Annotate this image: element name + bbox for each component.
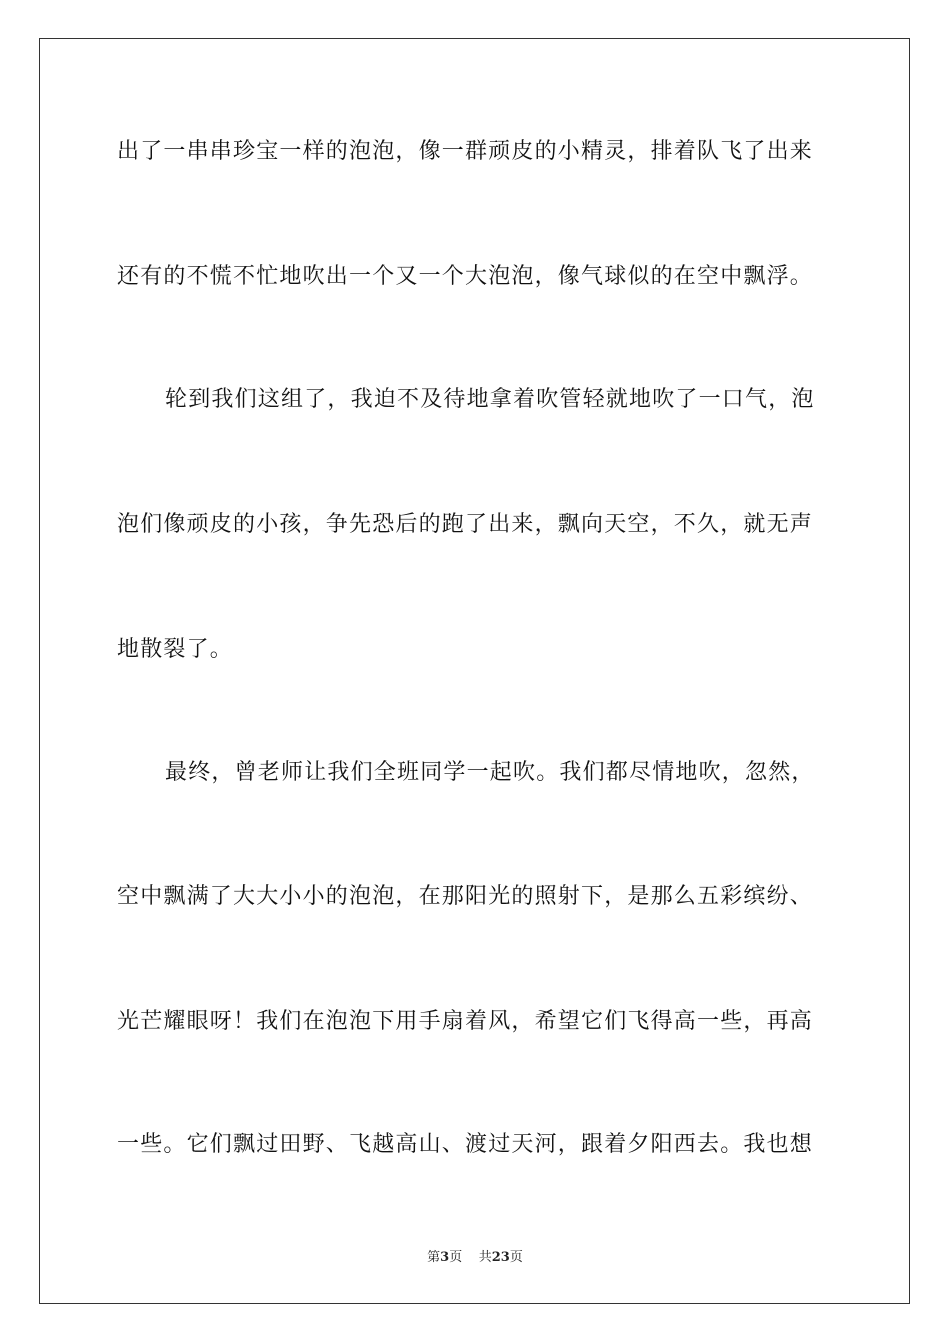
text-line-5: 地散裂了。 (117, 637, 234, 662)
total-page-count: 23 (491, 1250, 510, 1265)
text-line-9: 一些。它们飘过田野、飞越高山、渡过天河，跟着夕阳西去。我也想 (117, 1132, 814, 1157)
text-line-4: 泡们像顽皮的小孩，争先恐后的跑了出来，飘向天空，不久，就无声 (117, 512, 814, 537)
page-suffix: 页 (449, 1250, 463, 1265)
text-line-3: 轮到我们这组了，我迫不及待地拿着吹管轻就地吹了一口气，泡 (165, 387, 815, 412)
text-line-1: 出了一串串珍宝一样的泡泡，像一群顽皮的小精灵，排着队飞了出来 (117, 139, 814, 164)
text-line-6: 最终，曾老师让我们全班同学一起吹。我们都尽情地吹，忽然， (165, 760, 815, 785)
current-page-number: 3 (440, 1250, 450, 1265)
text-line-2: 还有的不慌不忙地吹出一个又一个大泡泡，像气球似的在空中飘浮。 (117, 264, 814, 289)
page-border (39, 38, 910, 1304)
total-suffix: 页 (509, 1250, 523, 1265)
text-line-8: 光芒耀眼呀！我们在泡泡下用手扇着风，希望它们飞得高一些，再高 (117, 1009, 814, 1034)
text-line-7: 空中飘满了大大小小的泡泡，在那阳光的照射下，是那么五彩缤纷、 (117, 884, 814, 909)
total-prefix: 共 (478, 1250, 492, 1265)
page-footer (0, 1246, 950, 1265)
page-prefix: 第 (427, 1250, 441, 1265)
